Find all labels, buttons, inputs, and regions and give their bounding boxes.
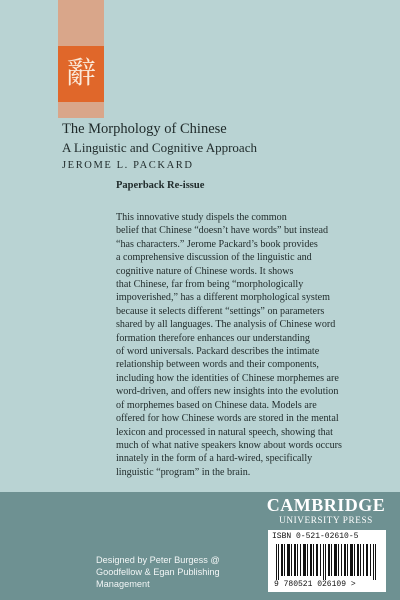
character-tile (58, 46, 104, 102)
publisher-subtitle: UNIVERSITY PRESS (279, 515, 373, 525)
book-blurb (116, 211, 366, 479)
credits-line: Designed by Peter Burgess @ (96, 555, 220, 565)
blurb-line: “has characters.” Jerome Packard’s book provides (116, 238, 318, 250)
barcode-icon (276, 544, 380, 580)
book-author: JEROME L. PACKARD (62, 160, 194, 171)
blurb-line: including how the identities of Chinese morphemes are (116, 372, 339, 384)
title-block (62, 121, 382, 171)
publisher-name: CAMBRIDGE (266, 495, 386, 515)
blurb-line: belief that Chinese “doesn’t have words” but instead (116, 225, 329, 237)
blurb-line: innately in the form of a hard-wired, specifically (116, 453, 313, 465)
blurb-line: lexicon and processed in natural speech, showing that (116, 426, 333, 438)
book-subtitle: A Linguistic and Cognitive Approach (62, 140, 257, 155)
blurb-line: formation therefore enhances our understanding (116, 332, 310, 344)
design-credits (96, 554, 266, 590)
blurb-line: offered for how Chinese words are stored in the mental (116, 413, 339, 425)
reissue-label: Paperback Re-issue (116, 180, 205, 191)
blurb-line: a comprehensive discussion of the linguistic and (116, 252, 312, 264)
blurb-line: that Chinese, far from being “morphologically (116, 279, 304, 291)
description-section (116, 180, 366, 479)
blurb-line: This innovative study dispels the common (116, 212, 287, 223)
blurb-line: because it selects different “settings” on parameters (116, 305, 325, 317)
blurb-line: linguistic “program” in the brain. (116, 466, 251, 478)
isbn-barcode-box (268, 530, 386, 592)
blurb-line: of word universals. Packard describes the intimate (116, 346, 320, 358)
credits-line: Management (96, 579, 150, 589)
chinese-character: 辭 (66, 56, 96, 91)
blurb-line: relationship between words and their components, (116, 359, 319, 371)
blurb-line: cognitive nature of Chinese words. It shows (116, 265, 294, 277)
blurb-line: much of what native speakers know about words occurs (116, 439, 342, 451)
blurb-line: impoverished,” has a different morphological system (116, 292, 330, 304)
publisher-logo (266, 496, 386, 525)
blurb-line: word-driven, and offers new insights into the evolution (116, 386, 339, 398)
blurb-line: of morphemes based on Chinese data. Models are (116, 399, 317, 411)
isbn-text: ISBN 0-521-02610-5 (272, 532, 359, 541)
book-title: The Morphology of Chinese (62, 121, 227, 137)
credits-line: Goodfellow & Egan Publishing (96, 567, 220, 577)
blurb-line: shared by all languages. The analysis of Chinese word (116, 319, 336, 331)
barcode-digits: 9 780521 026109 > (274, 580, 356, 589)
